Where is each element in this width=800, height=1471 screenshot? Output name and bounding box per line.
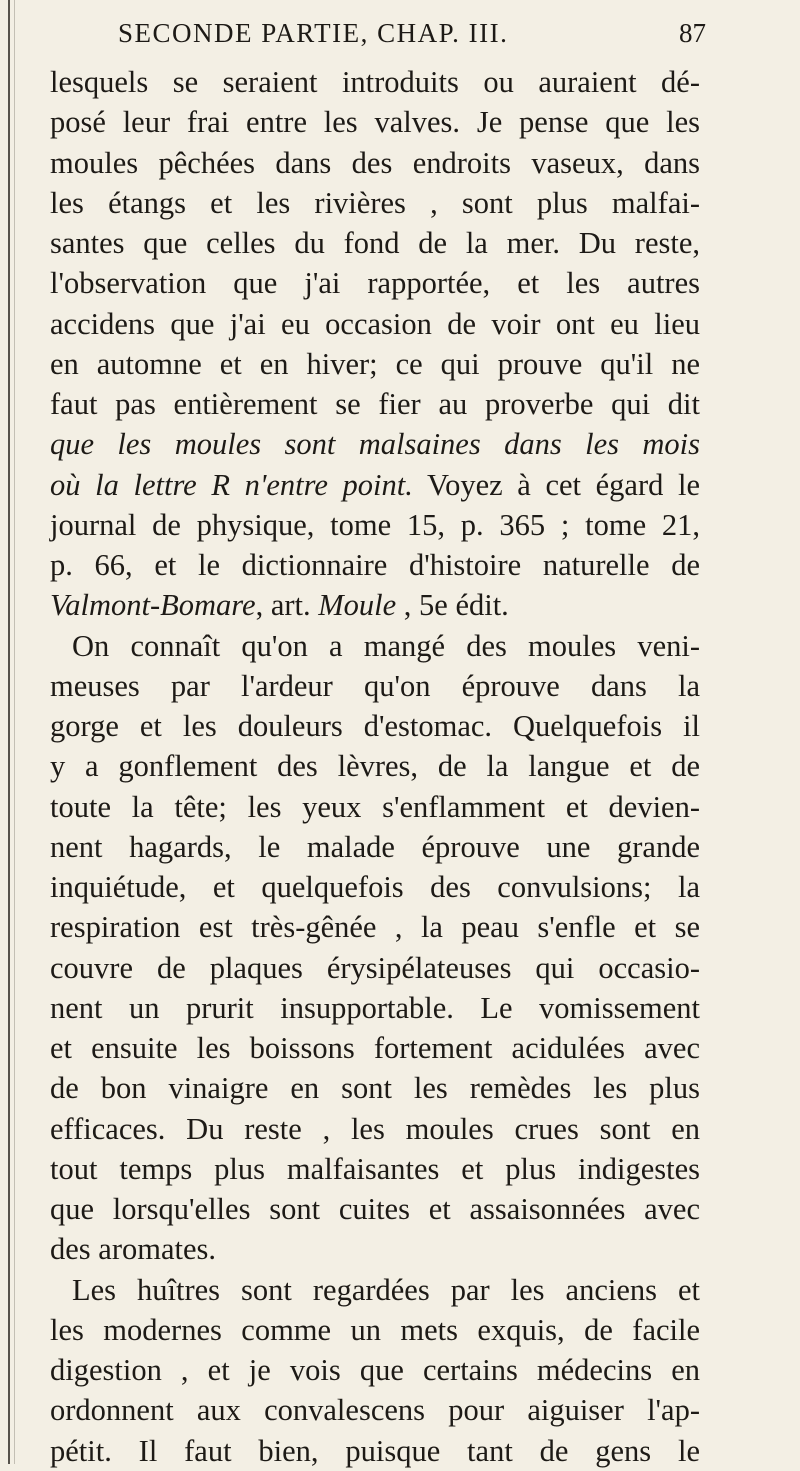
text-line: des aromates. [50, 1232, 216, 1267]
text-line: couvre de plaques érysipélateuses qui occasio- [50, 950, 700, 985]
page-header [118, 14, 706, 54]
binding-shadow [14, 0, 15, 1464]
text-line: nent un prurit insupportable. Le vomissement [50, 990, 700, 1025]
text-line-italic: que les moules sont malsaines dans les mois [50, 427, 700, 462]
text-line: les étangs et les rivières , sont plus malfai- [50, 185, 700, 220]
text-line: et ensuite les boissons fortement acidulées avec [50, 1031, 700, 1065]
text-line: journal de physique, tome 15, p. 365 ; tome 21, [50, 507, 700, 542]
body-text [50, 62, 700, 1471]
text-line: en automne et en hiver; ce qui prouve qu'il ne [50, 346, 700, 381]
text-line: digestion , et je vois que certains médecins en [50, 1353, 700, 1387]
text-line: lesquels se seraient introduits ou auraient dé- [50, 65, 700, 99]
text-line: ordonnent aux convalescens pour aiguiser l'ap- [50, 1393, 700, 1428]
text-line: l'observation que j'ai rapportée, et les autres [50, 266, 700, 301]
text-line: y a gonflement des lèvres, de la langue et de [50, 749, 700, 784]
page-number: 87 [679, 18, 706, 48]
paragraph-start: On connaît qu'on a mangé des moules veni- [72, 628, 700, 663]
text-line: tout temps plus malfaisantes et plus indigestes [50, 1151, 700, 1186]
text-line: que lorsqu'elles sont cuites et assaisonnées avec [50, 1192, 700, 1226]
binding-edge [8, 0, 10, 1464]
text-line: accidens que j'ai eu occasion de voir ont eu lieu [50, 306, 700, 341]
text-line: posé leur frai entre les valves. Je pense que les [50, 105, 700, 140]
text-line: santes que celles du fond de la mer. Du reste, [50, 226, 700, 260]
text-line: nent hagards, le malade éprouve une grande [50, 829, 700, 864]
text-line: meuses par l'ardeur qu'on éprouve dans la [50, 668, 700, 703]
text-line: moules pêchées dans des endroits vaseux, dans [50, 145, 700, 180]
text-line: inquiétude, et quelquefois des convulsions; la [50, 870, 700, 904]
text-line: faut pas entièrement se fier au proverbe qui dit [50, 387, 700, 421]
text-line: respiration est très-gênée , la peau s'enfle et se [50, 910, 700, 945]
text-line: où la lettre R n'entre point. Voyez à cet égard le [50, 467, 700, 502]
text-line: les modernes comme un mets exquis, de facile [50, 1312, 700, 1347]
text-line: efficaces. Du reste , les moules crues sont en [50, 1111, 700, 1146]
paragraph-start: Les huîtres sont regardées par les anciens et [72, 1272, 700, 1307]
running-head: SECONDE PARTIE, CHAP. III. [118, 18, 509, 48]
text-line: p. 66, et le dictionnaire d'histoire naturelle de [50, 548, 700, 582]
text-line: toute la tête; les yeux s'enflamment et devien- [50, 789, 700, 824]
text-line: pétit. Il faut bien, puisque tant de gens le [50, 1433, 700, 1468]
text-line: gorge et les douleurs d'estomac. Quelquefois il [50, 709, 700, 743]
text-line: de bon vinaigre en sont les remèdes les plus [50, 1071, 700, 1106]
text-line: Valmont-Bomare, art. Moule , 5e édit. [50, 588, 509, 623]
